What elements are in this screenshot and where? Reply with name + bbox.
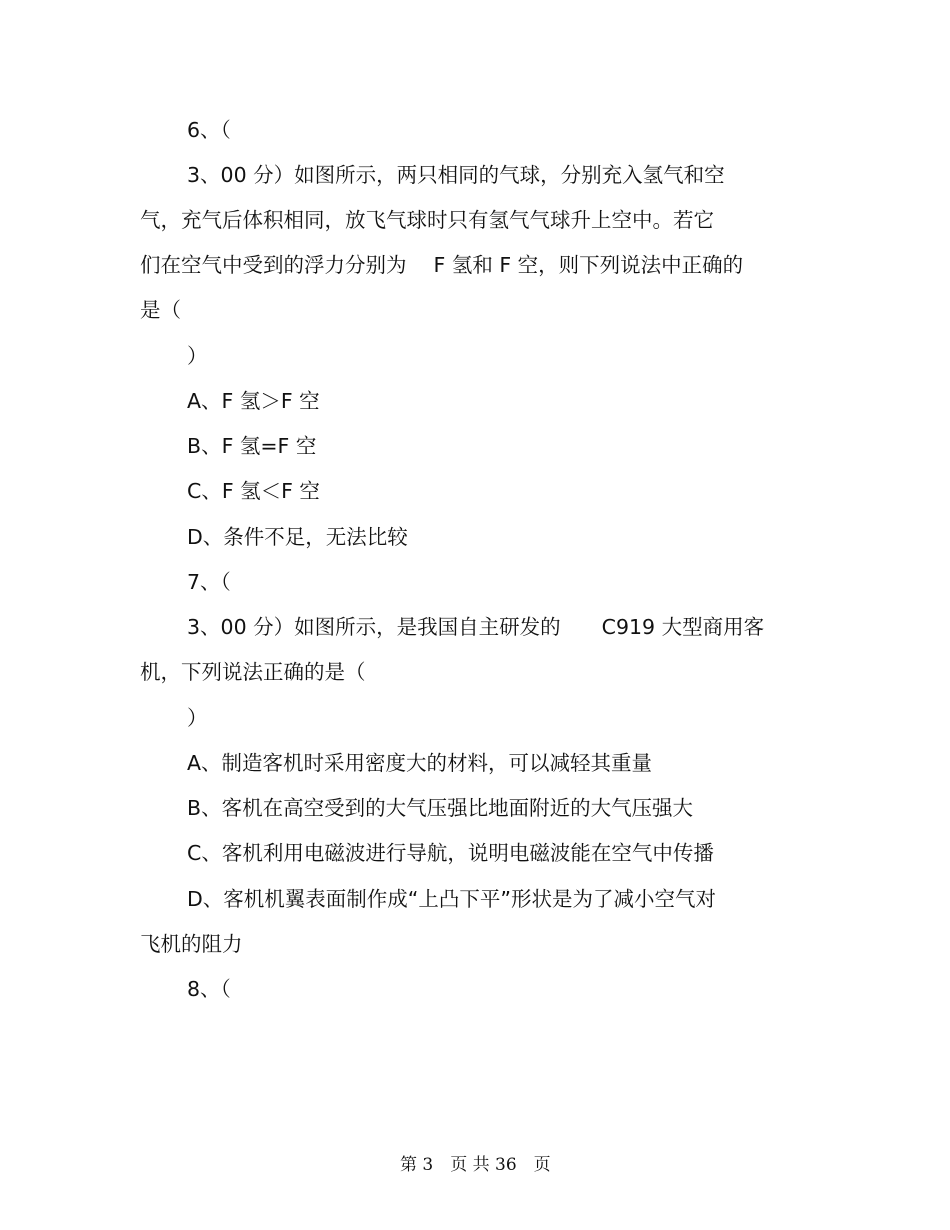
question-6-stem-line-4: 是（ <box>140 298 181 322</box>
question-6-stem-line-1: 3、00 分）如图所示，两只相同的气球，分别充入氢气和空 <box>187 163 725 187</box>
question-6-option-b: B、F 氢=F 空 <box>187 434 317 458</box>
question-6-stem-line-3: 们在空气中受到的浮力分别为 F 氢和 F 空，则下列说法中正确的 <box>140 253 744 277</box>
question-7-option-a: A、制造客机时采用密度大的材料，可以减轻其重量 <box>187 751 653 775</box>
question-7-number: 7、（ <box>187 570 231 594</box>
question-7-option-d-continued: 飞机的阻力 <box>140 932 243 956</box>
question-6-stem-line-2: 气，充气后体积相同，放飞气球时只有氢气气球升上空中。若它 <box>140 208 714 232</box>
question-6-option-c: C、F 氢＜F 空 <box>187 479 320 503</box>
question-6-option-d: D、条件不足，无法比较 <box>187 525 408 549</box>
question-6-option-a: A、F 氢＞F 空 <box>187 389 320 413</box>
question-7-option-b: B、客机在高空受到的大气压强比地面附近的大气压强大 <box>187 796 694 820</box>
page-number-footer: 第 3 页 共 36 页 <box>400 1155 551 1175</box>
question-7-stem-line-2: 机，下列说法正确的是（ <box>140 660 366 684</box>
question-8-number: 8、（ <box>187 977 231 1001</box>
question-7-stem-line-1: 3、00 分）如图所示，是我国自主研发的 C919 大型商用客 <box>187 615 765 639</box>
question-7-option-d: D、客机机翼表面制作成“上凸下平”形状是为了减小空气对 <box>187 887 717 911</box>
question-7-stem-close: ） <box>187 706 208 730</box>
question-7-option-c: C、客机利用电磁波进行导航，说明电磁波能在空气中传播 <box>187 841 714 865</box>
question-6-stem-close: ） <box>187 344 208 368</box>
question-6-number: 6、（ <box>187 118 231 142</box>
